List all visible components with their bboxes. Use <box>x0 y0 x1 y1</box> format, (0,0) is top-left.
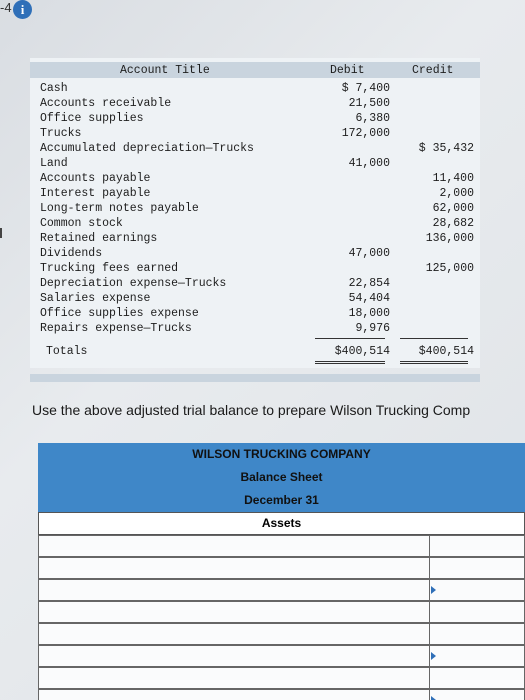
balance-sheet-row <box>38 579 525 601</box>
balance-sheet-row <box>38 623 525 645</box>
tb-row <box>40 172 480 187</box>
amount-input[interactable] <box>429 536 525 556</box>
account-input[interactable] <box>39 668 430 688</box>
account-name: Salaries expense <box>40 292 151 305</box>
account-name: Dividends <box>40 247 103 260</box>
account-name: Accumulated depreciation—Trucks <box>40 142 254 155</box>
debit-amount: 172,000 <box>341 127 390 140</box>
balance-sheet-row <box>38 667 525 689</box>
account-name: Repairs expense—Trucks <box>40 322 192 335</box>
page-edge-marker <box>0 228 2 238</box>
account-input[interactable] <box>39 690 430 700</box>
tb-row <box>40 97 480 112</box>
footer-band <box>30 374 480 382</box>
col-account-title: Account Title <box>120 64 210 77</box>
account-input[interactable] <box>39 624 430 644</box>
tb-row <box>40 217 480 232</box>
instruction-text: Use the above adjusted trial balance to prepare Wilson Trucking Comp <box>32 402 471 418</box>
debit-subtotal-rule <box>315 338 385 339</box>
credit-double-rule <box>400 361 468 364</box>
balance-sheet-row <box>38 535 525 557</box>
debit-amount: 6,380 <box>355 112 390 125</box>
dropdown-marker-icon <box>431 696 436 700</box>
debit-double-rule <box>315 361 385 364</box>
col-debit: Debit <box>330 64 365 77</box>
info-icon[interactable]: i <box>13 0 32 19</box>
account-name: Common stock <box>40 217 123 230</box>
amount-input[interactable] <box>429 646 525 666</box>
adjusted-trial-balance <box>30 58 480 368</box>
tb-row <box>40 112 480 127</box>
totals-label: Totals <box>46 345 88 358</box>
balance-sheet-row <box>38 601 525 623</box>
totals-row <box>40 345 480 360</box>
account-name: Interest payable <box>40 187 151 200</box>
credit-amount: 28,682 <box>432 217 474 230</box>
debit-amount: 22,854 <box>348 277 390 290</box>
account-name: Trucking fees earned <box>40 262 179 275</box>
account-name: Office supplies expense <box>40 307 199 320</box>
amount-input[interactable] <box>429 668 525 688</box>
balance-sheet-row <box>38 557 525 579</box>
balance-sheet-row <box>38 645 525 667</box>
account-name: Cash <box>40 82 68 95</box>
tb-row <box>40 157 480 172</box>
account-input[interactable] <box>39 536 430 556</box>
debit-amount: 21,500 <box>348 97 390 110</box>
tb-row <box>40 307 480 322</box>
credit-subtotal-rule <box>400 338 468 339</box>
balance-sheet-form <box>38 443 525 700</box>
tb-row <box>40 187 480 202</box>
amount-input[interactable] <box>429 580 525 600</box>
dropdown-marker-icon <box>431 652 436 660</box>
tb-row <box>40 277 480 292</box>
tb-row <box>40 322 480 337</box>
tb-row <box>40 127 480 142</box>
statement-date-row <box>38 489 525 513</box>
account-name: Retained earnings <box>40 232 158 245</box>
tb-row <box>40 142 480 157</box>
balance-sheet-row <box>38 689 525 700</box>
account-name: Long-term notes payable <box>40 202 199 215</box>
credit-amount: 136,000 <box>425 232 474 245</box>
amount-input[interactable] <box>429 602 525 622</box>
credit-amount: 125,000 <box>425 262 474 275</box>
dropdown-marker-icon <box>431 586 436 594</box>
assets-heading: Assets <box>38 512 525 535</box>
debit-amount: 54,404 <box>348 292 390 305</box>
totals-debit: $400,514 <box>334 345 390 358</box>
company-name-row <box>38 443 525 467</box>
amount-input[interactable] <box>429 624 525 644</box>
debit-amount: 9,976 <box>355 322 390 335</box>
debit-amount: 18,000 <box>348 307 390 320</box>
account-name: Office supplies <box>40 112 144 125</box>
debit-amount: $ 7,400 <box>341 82 390 95</box>
account-name: Accounts payable <box>40 172 151 185</box>
account-input[interactable] <box>39 558 430 578</box>
account-name: Trucks <box>40 127 82 140</box>
tb-row <box>40 202 480 217</box>
col-credit: Credit <box>412 64 454 77</box>
credit-amount: $ 35,432 <box>418 142 474 155</box>
tb-row <box>40 262 480 277</box>
account-name: Accounts receivable <box>40 97 172 110</box>
account-name: Depreciation expense—Trucks <box>40 277 227 290</box>
tb-row <box>40 232 480 247</box>
statement-date: December 31 <box>244 493 319 507</box>
account-input[interactable] <box>39 580 430 600</box>
account-input[interactable] <box>39 646 430 666</box>
totals-credit: $400,514 <box>418 345 474 358</box>
debit-amount: 47,000 <box>348 247 390 260</box>
company-name: WILSON TRUCKING COMPANY <box>192 447 371 461</box>
tb-row <box>40 82 480 97</box>
account-name: Land <box>40 157 68 170</box>
tb-row <box>40 292 480 307</box>
amount-input[interactable] <box>429 690 525 700</box>
amount-input[interactable] <box>429 558 525 578</box>
tb-row <box>40 247 480 262</box>
question-number: -4 <box>0 0 12 15</box>
statement-title-row <box>38 466 525 490</box>
debit-amount: 41,000 <box>348 157 390 170</box>
credit-amount: 62,000 <box>432 202 474 215</box>
statement-title: Balance Sheet <box>240 470 323 484</box>
account-input[interactable] <box>39 602 430 622</box>
credit-amount: 11,400 <box>432 172 474 185</box>
credit-amount: 2,000 <box>439 187 474 200</box>
